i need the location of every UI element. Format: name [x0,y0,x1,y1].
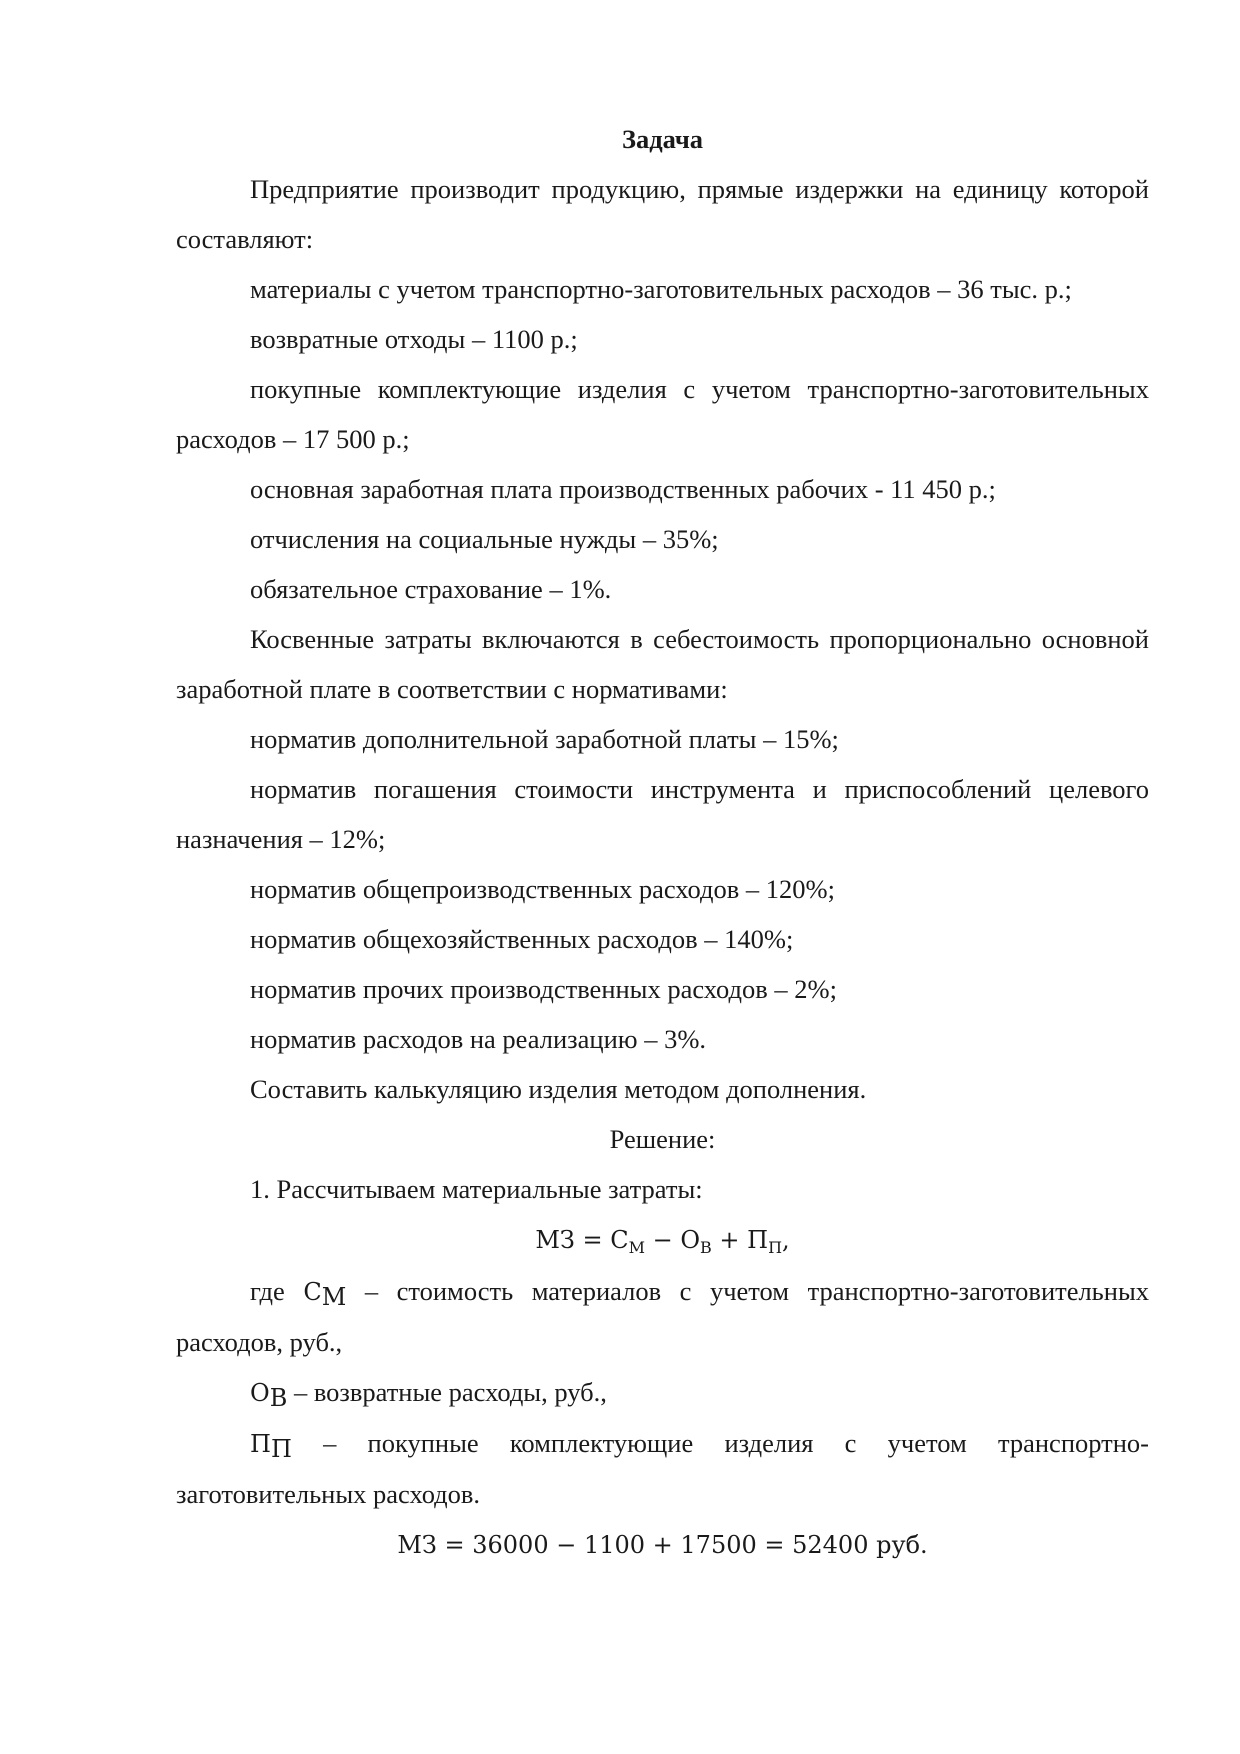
formula-part: + П [711,1226,769,1254]
symbol-pp: П [250,1430,271,1458]
step-1-text: 1. Рассчитываем материальные затраты: [250,1174,703,1204]
direct-cost-item: материалы с учетом транспортно-заготовительных расходов – 36 тыс. р.; [250,274,1072,304]
material-cost-formula [176,1214,1149,1266]
norm-item: норматив погашения стоимости инструмента и приспособлений целевого назначения – 12%; [176,774,1149,854]
formula-end: , [782,1226,790,1254]
formula-sub: М [628,1238,645,1257]
direct-cost-item: покупные комплектующие изделия с учетом транспортно-заготовительных расходов – 17 500 р.; [176,374,1149,454]
norm-item: норматив общепроизводственных расходов – 120%; [250,874,835,904]
definition-text: – стоимость материалов с учетом транспортно-заготовительных расходов, руб., [176,1276,1150,1357]
norm-item: норматив прочих производственных расходов – 2%; [250,974,837,1004]
document-body [176,114,1149,1571]
page-title: Задача [621,124,704,154]
definition-prefix: где [250,1276,304,1306]
direct-cost-item: обязательное страхование – 1%. [250,574,612,604]
direct-cost-item: основная заработная плата производственных рабочих - 11 450 р.; [250,474,996,504]
indirect-intro-paragraph: Косвенные затраты включаются в себестоимость пропорционально основной заработной плате в соответствии с нормативами: [176,624,1149,704]
material-cost-result: МЗ = 36000 − 1100 + 17500 = 52400 руб. [397,1531,928,1559]
formula-sub: В [700,1238,712,1257]
norm-item: норматив дополнительной заработной платы – 15%; [250,724,839,754]
formula-sub: П [768,1238,783,1257]
symbol-cm-sub: М [321,1283,347,1311]
definition-pp [176,1418,1149,1519]
intro-paragraph: Предприятие производит продукцию, прямые издержки на единицу которой составляют: [176,174,1149,254]
task-statement: Составить калькуляцию изделия методом дополнения. [250,1074,867,1104]
direct-cost-item: возвратные отходы – 1100 р.; [250,324,578,354]
norm-item: норматив расходов на реализацию – 3%. [250,1024,707,1054]
definition-text: – покупные комплектующие изделия с учетом транспортно-заготовительных расходов. [176,1428,1149,1509]
solution-heading: Решение: [609,1124,716,1154]
symbol-ov: О [250,1379,270,1407]
definition-text: – возвратные расходы, руб., [287,1377,607,1407]
formula-part: − О [644,1226,701,1254]
norm-item: норматив общехозяйственных расходов – 140%; [250,924,794,954]
definition-ov [176,1367,1149,1418]
formula-lhs: МЗ = С [535,1226,629,1254]
symbol-cm: С [303,1278,322,1306]
direct-cost-item: отчисления на социальные нужды – 35%; [250,524,719,554]
definition-cm [176,1266,1149,1367]
symbol-pp-sub: П [270,1435,292,1463]
symbol-ov-sub: В [269,1384,288,1412]
